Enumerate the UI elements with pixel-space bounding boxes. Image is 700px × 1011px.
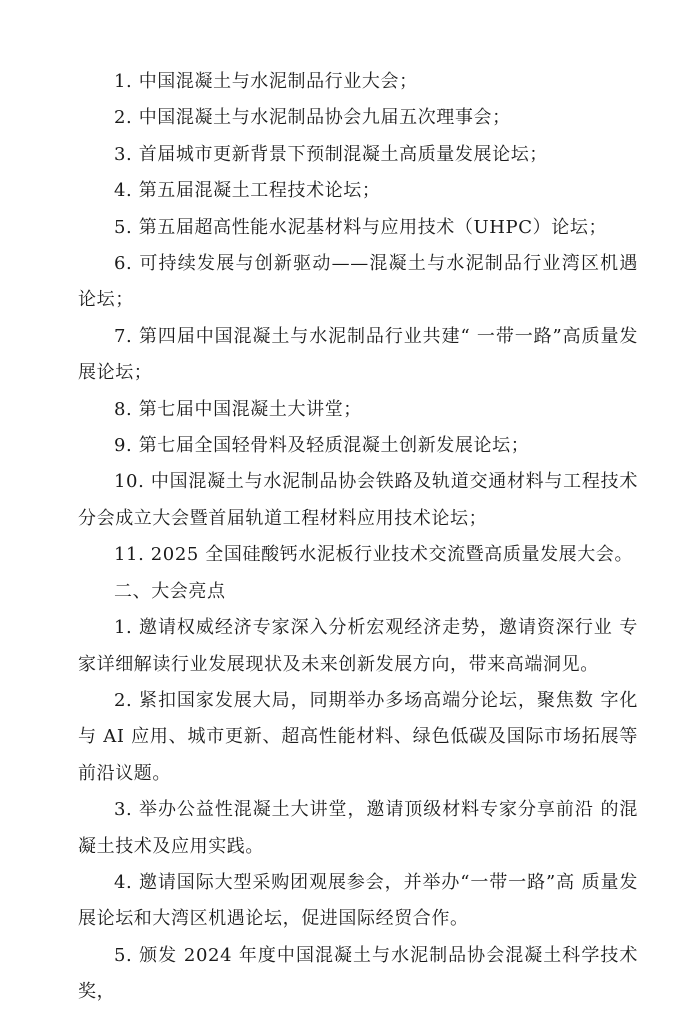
highlight-item-2: 2. 紧扣国家发展大局，同期举办多场高端分论坛，聚焦数 字化与 AI 应用、城市更新、超高性能材料、绿色低碳及国际市场拓展等前沿议题。 (78, 689, 638, 784)
list-item-forum-6: 6. 可持续发展与创新驱动——混凝土与水泥制品行业湾区机遇论坛； (78, 253, 638, 311)
list-item-forum-1: 1. 中国混凝土与水泥制品行业大会； (114, 71, 418, 92)
document-body (78, 64, 638, 1011)
list-item-forum-11: 11. 2025 全国硅酸钙水泥板行业技术交流暨高质量发展大会。 (114, 544, 634, 566)
list-item-forum-4: 4. 第五届混凝土工程技术论坛； (114, 180, 381, 202)
highlight-item-1: 1. 邀请权威经济专家深入分析宏观经济走势，邀请资深行业 专家详细解读行业发展现状及未来创新发展方向，带来高端洞见。 (78, 617, 638, 675)
list-item-forum-10: 10. 中国混凝土与水泥制品协会铁路及轨道交通材料与工程技术分会成立大会暨首届轨道工程材料应用技术论坛； (78, 471, 638, 529)
list-item-forum-8: 8. 第七届中国混凝土大讲堂； (114, 398, 362, 420)
section-heading-highlights: 二、大会亮点 (114, 580, 226, 602)
list-item-forum-3: 3. 首届城市更新背景下预制混凝土高质量发展论坛； (114, 143, 548, 165)
list-item-forum-9: 9. 第七届全国轻骨料及轻质混凝土创新发展论坛； (114, 435, 530, 457)
highlight-item-3: 3. 举办公益性混凝土大讲堂，邀请顶级材料专家分享前沿 的混凝土技术及应用实践。 (78, 799, 638, 857)
list-item-forum-5: 5. 第五届超高性能水泥基材料与应用技术（UHPC）论坛； (114, 216, 608, 238)
list-item-forum-7: 7. 第四届中国混凝土与水泥制品行业共建“ 一带一路”高质量发展论坛； (78, 325, 638, 384)
highlight-item-5: 5. 颁发 2024 年度中国混凝土与水泥制品协会混凝土科学技术奖， (78, 944, 638, 1003)
list-item-forum-2: 2. 中国混凝土与水泥制品协会九届五次理事会； (114, 107, 511, 129)
highlight-item-4: 4. 邀请国际大型采购团观展参会，并举办“一带一路”高 质量发展论坛和大湾区机遇论坛，促进国际经贸合作。 (78, 871, 638, 930)
